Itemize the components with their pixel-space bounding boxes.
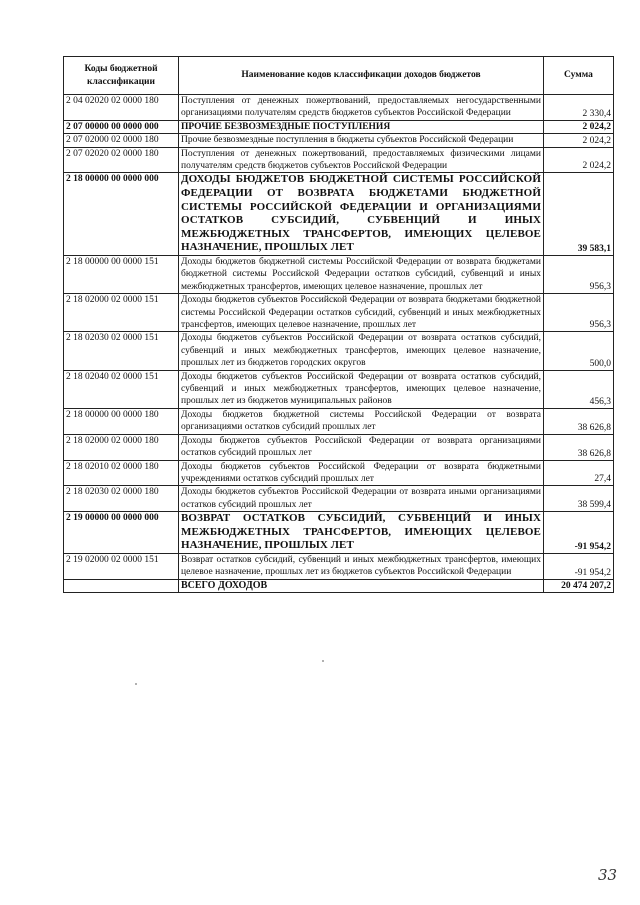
- code-cell: 2 07 02000 02 0000 180: [64, 134, 179, 147]
- total-sum: 20 474 207,2: [544, 579, 614, 592]
- table-row: [64, 370, 614, 408]
- sum-cell: 39 583,1: [544, 173, 614, 256]
- scan-speck: [322, 660, 324, 662]
- total-row: [64, 579, 614, 592]
- name-cell: Доходы бюджетов субъектов Российской Федерации от возврата бюджетными учреждениями остатков субсидий прошлых лет: [179, 460, 544, 486]
- sum-cell: 27,4: [544, 460, 614, 486]
- name-cell: ПРОЧИЕ БЕЗВОЗМЕЗДНЫЕ ПОСТУПЛЕНИЯ: [179, 120, 544, 133]
- name-cell: Доходы бюджетов субъектов Российской Федерации от возврата иными организациями остатков субсидий прошлых лет: [179, 486, 544, 512]
- code-cell: 2 04 02020 02 0000 180: [64, 95, 179, 121]
- name-cell: ДОХОДЫ БЮДЖЕТОВ БЮДЖЕТНОЙ СИСТЕМЫ РОССИЙСКОЙ ФЕДЕРАЦИИ ОТ ВОЗВРАТА БЮДЖЕТАМИ БЮДЖЕТНОЙ СИСТЕМЫ РОССИЙСКОЙ ФЕДЕРАЦИИ И ОРГАНИЗАЦИЯМИ ОСТАТКОВ СУБСИДИЙ, СУБВЕНЦИЙ И ИНЫХ МЕЖБЮДЖЕТНЫХ ТРАНСФЕРТОВ, ИМЕЮЩИХ ЦЕЛЕВОЕ НАЗНАЧЕНИЕ, ПРОШЛЫХ ЛЕТ: [179, 173, 544, 256]
- sum-cell: 2 024,2: [544, 147, 614, 173]
- table-row: [64, 95, 614, 121]
- header-sum: Сумма: [544, 57, 614, 95]
- table-row: [64, 256, 614, 294]
- code-cell: 2 18 02040 02 0000 151: [64, 370, 179, 408]
- sum-cell: 38 626,8: [544, 408, 614, 434]
- sum-cell: 38 626,8: [544, 434, 614, 460]
- name-cell: Доходы бюджетов субъектов Российской Федерации от возврата бюджетами бюджетной системы Российской Федерации остатков субсидий, субвенций и иных межбюджетных трансфертов, имеющих целевое назначение, прошлых лет: [179, 294, 544, 332]
- code-cell: 2 18 02000 02 0000 151: [64, 294, 179, 332]
- code-cell: 2 18 00000 00 0000 000: [64, 173, 179, 256]
- total-code-cell: [64, 579, 179, 592]
- name-cell: Поступления от денежных пожертвований, предоставляемых физическими лицами получателям средств бюджетов субъектов Российской Федерации: [179, 147, 544, 173]
- table-body: [64, 95, 614, 593]
- sum-cell: 500,0: [544, 332, 614, 370]
- table-row: [64, 408, 614, 434]
- sum-cell: 2 330,4: [544, 95, 614, 121]
- header-name: Наименование кодов классификации доходов бюджетов: [179, 57, 544, 95]
- code-cell: 2 18 02030 02 0000 180: [64, 486, 179, 512]
- code-cell: 2 07 00000 00 0000 000: [64, 120, 179, 133]
- table-row: [64, 147, 614, 173]
- name-cell: Возврат остатков субсидий, субвенций и иных межбюджетных трансфертов, имеющих целевое назначение, прошлых лет из бюджетов субъектов Российской Федерации: [179, 553, 544, 579]
- sum-cell: -91 954,2: [544, 512, 614, 554]
- scan-speck: [135, 683, 137, 685]
- code-cell: 2 19 02000 02 0000 151: [64, 553, 179, 579]
- table-row: [64, 173, 614, 256]
- name-cell: Поступления от денежных пожертвований, предоставляемых негосударственными организациями получателям средств бюджетов субъектов Российской Федерации: [179, 95, 544, 121]
- table-row: [64, 512, 614, 554]
- name-cell: Доходы бюджетов бюджетной системы Российской Федерации от возврата бюджетами бюджетной системы Российской Федерации остатков субсидий, субвенций и иных межбюджетных трансфертов, имеющих целевое назначение, прошлых лет: [179, 256, 544, 294]
- table-header-row: [64, 57, 614, 95]
- header-code: Коды бюджетной классификации: [64, 57, 179, 95]
- code-cell: 2 18 02030 02 0000 151: [64, 332, 179, 370]
- name-cell: Доходы бюджетов субъектов Российской Федерации от возврата остатков субсидий, субвенций и иных межбюджетных трансфертов, имеющих целевое назначение, прошлых лет из бюджетов муниципальных районов: [179, 370, 544, 408]
- sum-cell: 956,3: [544, 256, 614, 294]
- table-row: [64, 460, 614, 486]
- page-number: 33: [598, 866, 618, 884]
- code-cell: 2 19 00000 00 0000 000: [64, 512, 179, 554]
- code-cell: 2 18 00000 00 0000 180: [64, 408, 179, 434]
- revenue-classification-table: [63, 56, 614, 593]
- code-cell: 2 07 02020 02 0000 180: [64, 147, 179, 173]
- sum-cell: 456,3: [544, 370, 614, 408]
- sum-cell: 956,3: [544, 294, 614, 332]
- table-row: [64, 332, 614, 370]
- name-cell: Доходы бюджетов субъектов Российской Федерации от возврата организациями остатков субсидий прошлых лет: [179, 434, 544, 460]
- name-cell: Доходы бюджетов субъектов Российской Федерации от возврата остатков субсидий, субвенций и иных межбюджетных трансфертов, имеющих целевое назначение, прошлых лет из бюджетов городских округов: [179, 332, 544, 370]
- table-row: [64, 134, 614, 147]
- total-label: ВСЕГО ДОХОДОВ: [179, 579, 544, 592]
- code-cell: 2 18 02010 02 0000 180: [64, 460, 179, 486]
- name-cell: Прочие безвозмездные поступления в бюджеты субъектов Российской Федерации: [179, 134, 544, 147]
- sum-cell: 38 599,4: [544, 486, 614, 512]
- name-cell: Доходы бюджетов бюджетной системы Российской Федерации от возврата организациями остатков субсидий прошлых лет: [179, 408, 544, 434]
- code-cell: 2 18 00000 00 0000 151: [64, 256, 179, 294]
- table-row: [64, 120, 614, 133]
- sum-cell: 2 024,2: [544, 120, 614, 133]
- table-row: [64, 486, 614, 512]
- table-row: [64, 553, 614, 579]
- sum-cell: 2 024,2: [544, 134, 614, 147]
- table-row: [64, 294, 614, 332]
- name-cell: ВОЗВРАТ ОСТАТКОВ СУБСИДИЙ, СУБВЕНЦИЙ И ИНЫХ МЕЖБЮДЖЕТНЫХ ТРАНСФЕРТОВ, ИМЕЮЩИХ ЦЕЛЕВОЕ НАЗНАЧЕНИЕ, ПРОШЛЫХ ЛЕТ: [179, 512, 544, 554]
- code-cell: 2 18 02000 02 0000 180: [64, 434, 179, 460]
- sum-cell: -91 954,2: [544, 553, 614, 579]
- table-row: [64, 434, 614, 460]
